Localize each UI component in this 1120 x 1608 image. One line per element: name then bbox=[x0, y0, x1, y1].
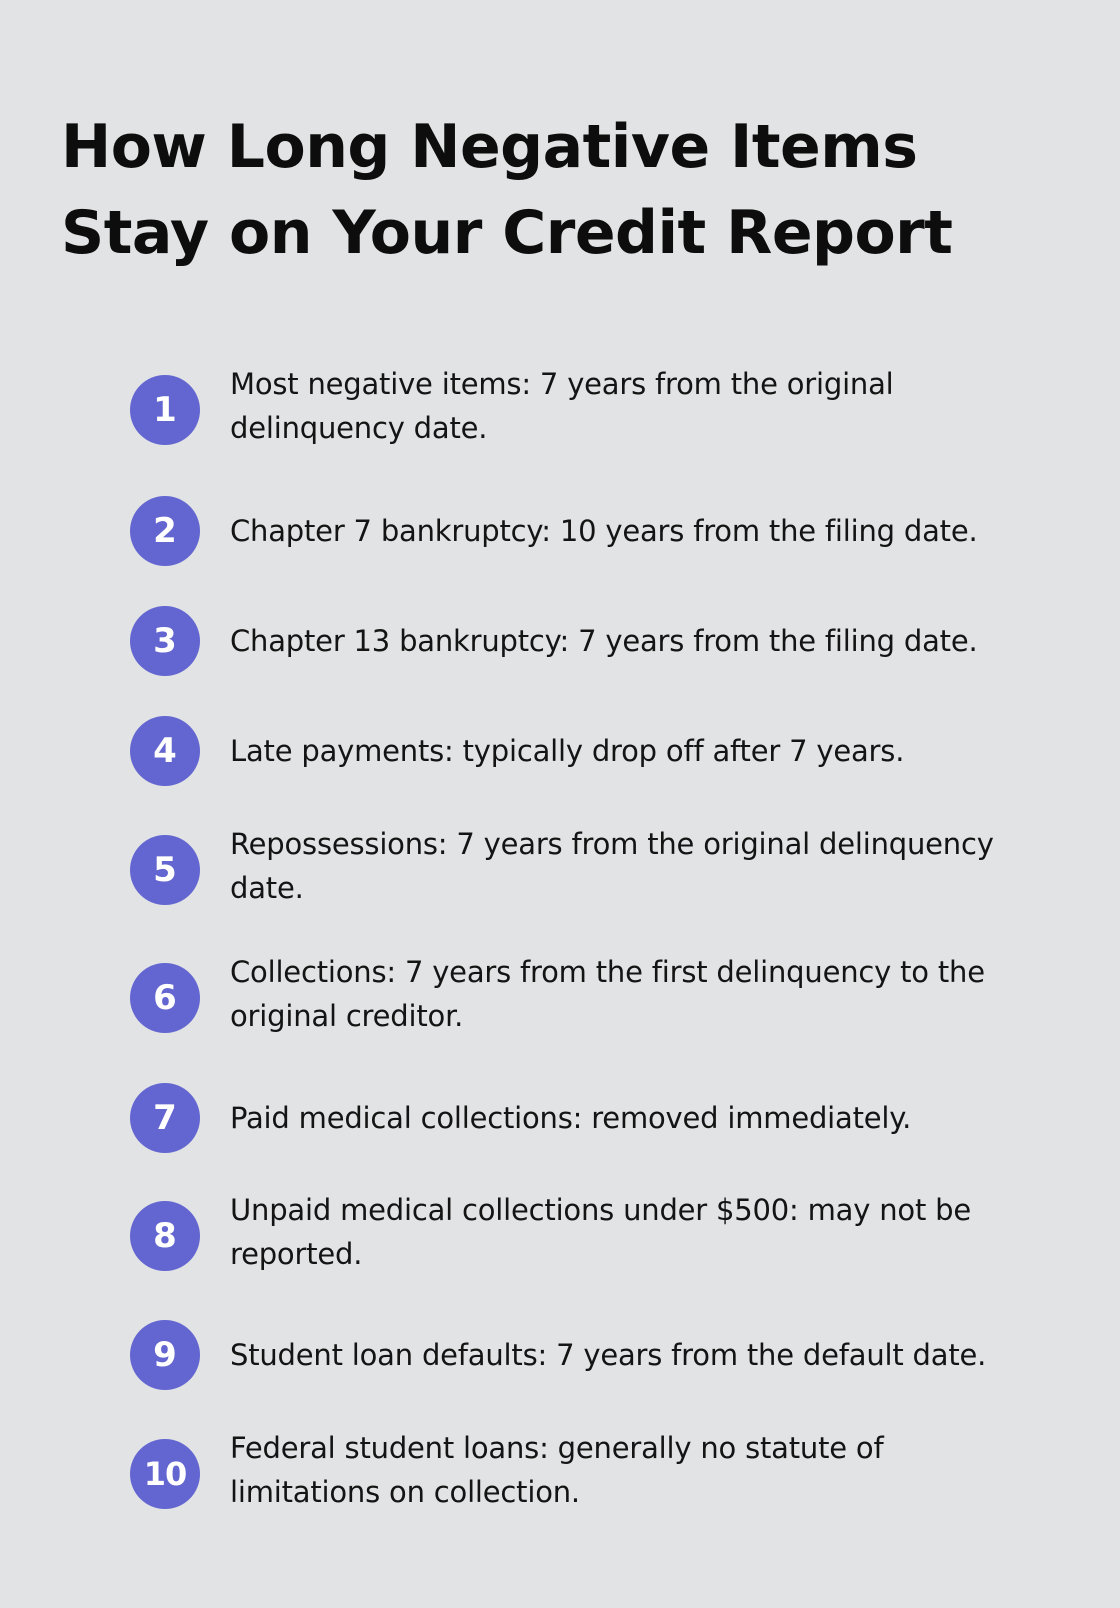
list-item-text: Paid medical collections: removed immediately. bbox=[230, 1101, 912, 1135]
list-item-text: Unpaid medical collections under $500: may not be reported. bbox=[230, 1193, 971, 1271]
page-title: How Long Negative Items Stay on Your Credit Report bbox=[61, 112, 953, 268]
list-item-text: Late payments: typically drop off after 7 years. bbox=[230, 734, 905, 768]
number-badge: 5 bbox=[130, 835, 200, 905]
list-item-text: Chapter 7 bankruptcy: 10 years from the filing date. bbox=[230, 514, 978, 548]
number-badge: 6 bbox=[130, 963, 200, 1033]
list-item-text: Most negative items: 7 years from the original delinquency date. bbox=[230, 367, 894, 445]
number-badge: 7 bbox=[130, 1083, 200, 1153]
list-item-text: Student loan defaults: 7 years from the default date. bbox=[230, 1338, 987, 1372]
number-badge: 3 bbox=[130, 606, 200, 676]
number-badge: 9 bbox=[130, 1320, 200, 1390]
number-badge: 1 bbox=[130, 375, 200, 445]
number-badge: 10 bbox=[130, 1439, 200, 1509]
list-item-text: Chapter 13 bankruptcy: 7 years from the filing date. bbox=[230, 624, 978, 658]
number-badge: 4 bbox=[130, 716, 200, 786]
number-badge: 8 bbox=[130, 1201, 200, 1271]
list-item-text: Collections: 7 years from the first delinquency to the original creditor. bbox=[230, 955, 985, 1033]
number-badge: 2 bbox=[130, 496, 200, 566]
list-item-text: Repossessions: 7 years from the original delinquency date. bbox=[230, 827, 994, 905]
list-item-text: Federal student loans: generally no statute of limitations on collection. bbox=[230, 1431, 884, 1509]
